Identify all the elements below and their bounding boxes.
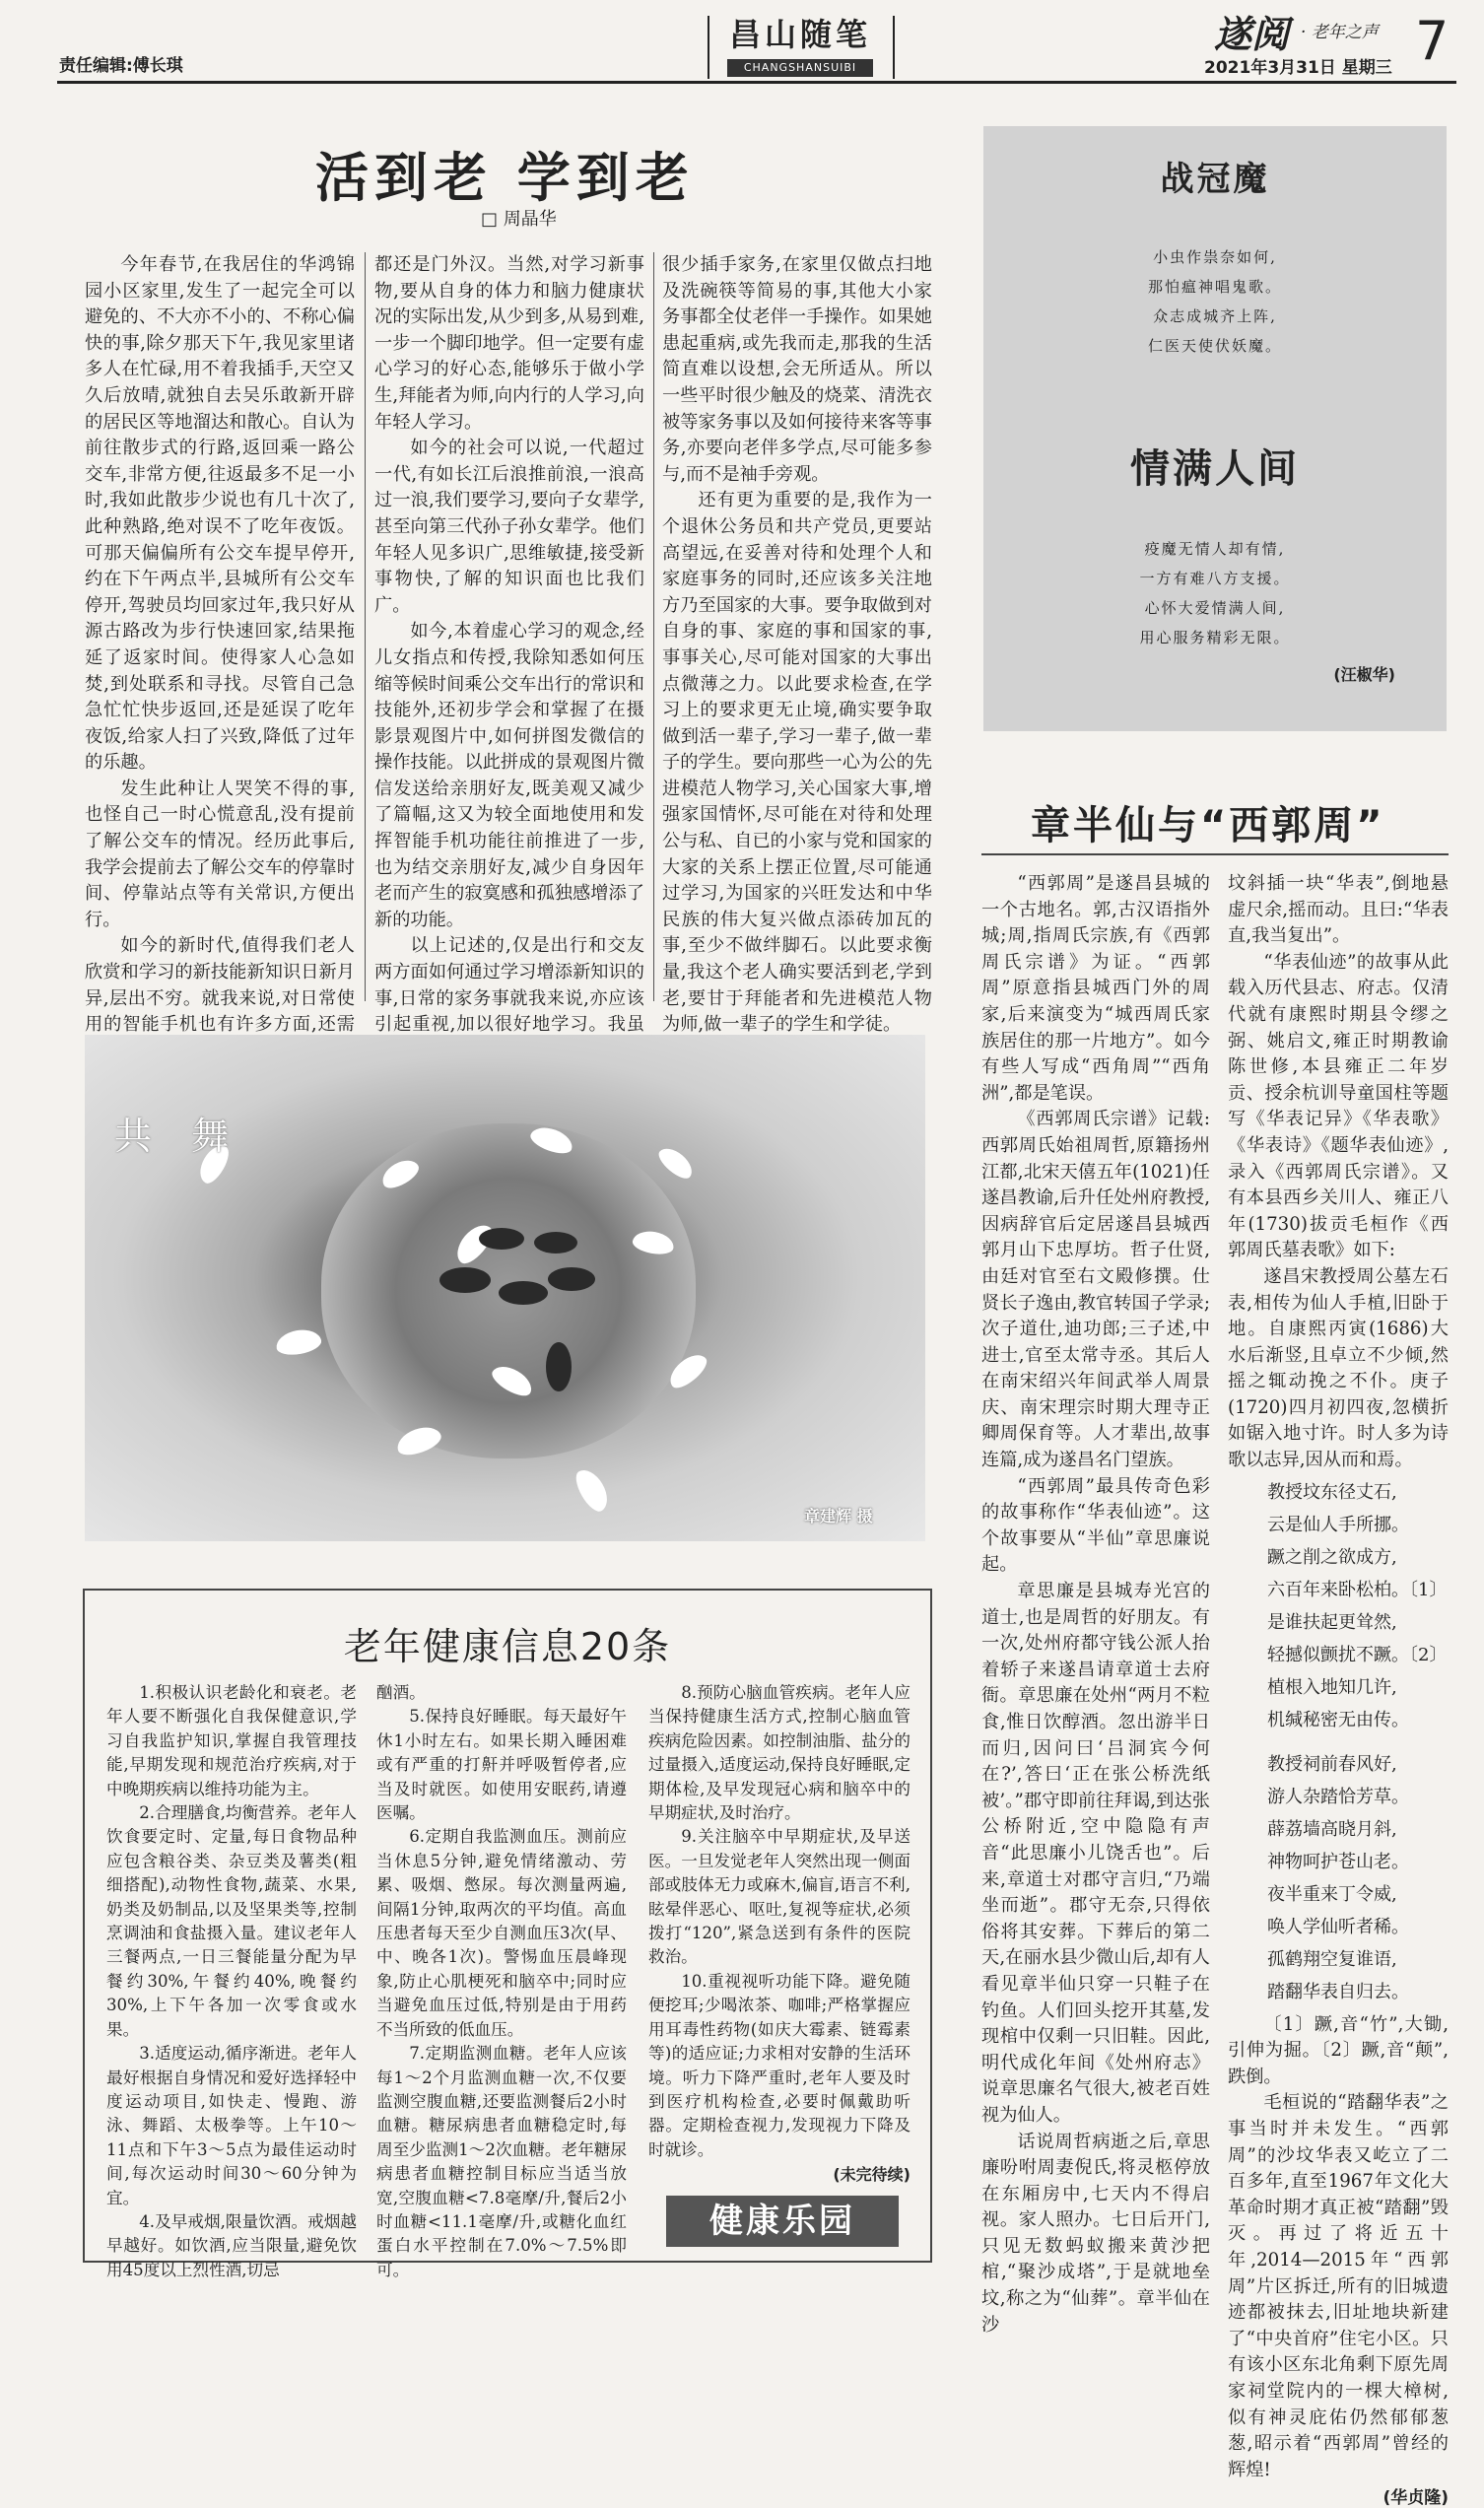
poem-line: 众志成城齐上阵, [1153,307,1277,325]
poem2-title: 情满人间 [1130,446,1300,492]
column-logo-text: 健康乐园 [709,2202,855,2241]
article1-column-1 [85,252,355,1091]
health-column-3 [648,1681,911,2185]
header-rule [57,81,1456,84]
egret-icon [274,1326,322,1358]
masthead-subtitle: · 老年之声 [1301,23,1379,42]
poem-line: 心怀大爱情满人间, [1144,599,1286,617]
article2-title-rule [981,853,1449,855]
verse-line: 蹶之削之欲成方, [1267,1546,1397,1568]
poem1-title: 战冠魔 [1160,160,1270,199]
section-heading [711,10,889,81]
paragraph: 遂昌宋教授周公墓左石表,相传为仙人手植,旧卧于地。自康熙丙寅(1686)大水后渐竖,且卓立不少倾,然摇之辄动挽之不仆。庚子(1720)四月初四夜,忽横折如锯入地寸许。时人多为诗歌以志异,因从而和焉。 [1228,1265,1449,1471]
footnotes: 〔1〕蹶,音“竹”,大锄,引伸为掘。〔2〕蹶,音“颠”,跌倒。 [1228,2013,1449,2087]
health-item: 5.保持良好睡眠。每天最好午休1小时左右。如果长期入睡困难或有严重的打鼾并呼吸暂停者,应当及时就医。如使用安眠药,请遵医嘱。 [376,1707,627,1823]
poem-line: 那怕瘟神唱鬼歌。 [1147,278,1282,296]
header-divider-left [708,16,709,79]
verse-line: 轻撼似颤扰不蹶。〔2〕 [1267,1644,1448,1665]
paragraph: 如今的新时代,值得我们老人欣赏和学习的新技能新知识日新月异,层出不穷。就我来说,对日常使用的智能手机也有许多方面,还需 [85,935,355,1036]
poem-line: 一方有难八方支援。 [1139,570,1291,587]
section-title: 昌山随笔 [728,16,871,53]
egret-icon [571,1464,614,1516]
photo-credit: 章建辉 摄 [804,1507,873,1525]
article2-column-1 [981,871,1210,2339]
paragraph: “西郭周”是遂昌县城的一个古地名。郭,古汉语指外城;周,指周氏宗族,有《西郭周氏宗谱》为证。“西郭周”原意指县城西门外的周家,后来演变为“城西周氏家族居住的那一片地方”。如今有些人写成“西角周”“西角洲”,都是笔误。 [981,873,1210,1104]
paragraph: 还有更为重要的是,我作为一个退休公务员和共产党员,更要站高望远,在妥善对待和处理个人和家庭事务的同时,还应该多关注地方乃至国家的大事。要争取做到对自身的事、家庭的事和国家的事,事事关心,尽可能对国家的大事出点微薄之力。以此要求检查,在学习上的要求更无止境,确实要争取做到活一辈子,学习一辈子,做一辈子的学生。要向那些一心为公的先进模范人物学习,关心国家大事,增强家国情怀,尽可能在对待和处理公与私、自已的小家与党和国家的大家的关系上摆正位置,尽可能通过学习,为国家的兴旺发达和中华民族的伟大复兴做点添砖加瓦的事,至少不做绊脚石。以此要求衡量,我这个老人确实要活到老,学到老,要甘于拜能者和先进模范人物为师,做一辈子的学生和学徒。 [662,490,932,1036]
verse-line: 夜半重来丁令威, [1267,1883,1397,1905]
article2-title: 章半仙与“西郭周” [1031,803,1385,848]
paragraph: 章思廉是县城寿光宫的道士,也是周哲的好朋友。有一次,处州府都守钱公派人抬着轿子来遂昌请章道士去府衙。章思廉在处州“两月不粒食,惟日饮醇酒。忽出游半日而归,因问曰‘吕洞宾今何在?’,答曰‘正在张公桥洗纸被’。”郡守即前往拜谒,到达张公桥附近,空中隐隐有声音“此思廉小儿饶舌也”。后来,章道士对郡守言归,“乃端坐而逝”。郡守无奈,只得依俗将其安葬。下葬后的第二天,在丽水县少微山后,却有人看见章半仙只穿一只鞋子在钓鱼。人们回头挖开其墓,发现棺中仅剩一只旧鞋。因此,明代成化年间《处州府志》说章思廉名气很大,被老百姓视为仙人。 [981,1581,1210,2126]
page-number: 7 [1415,10,1450,72]
paragraph: 都还是门外汉。当然,对学习新事物,要从自身的体力和脑力健康状况的实际出发,从少到多,从易到难,一步一个脚印地学。但一定要有虚心学习的好心态,能够乐于做小学生,拜能者为师,向内行的人学习,向年轻人学习。 [374,254,644,433]
health-item: 6.定期自我监测血压。测前应当休息5分钟,避免情绪激动、劳累、吸烟、憋尿。每次测量两遍,间隔1分钟,取两次的平均值。高血压患者每天至少自测血压3次(早、中、晚各1次)。警惕血压晨峰现象,防止心肌梗死和脑卒中;同时应当避免血压过低,特别是由于用药不当所致的低血压。 [376,1827,627,2039]
poem2-lines [983,534,1447,652]
duck-icon [534,1232,577,1254]
duck-icon [479,1228,524,1250]
health-item: 酗酒。 [376,1683,426,1702]
poem-line: 仁医天使伏妖魔。 [1147,337,1282,355]
health-item: 8.预防心脑血管疾病。老年人应当保持健康生活方式,控制心脑血管疾病危险因素。如控制油脂、盐分的过量摄入,适度运动,保持良好睡眠,定期体检,及早发现冠心病和脑卒中的早期症状,及时治疗。 [648,1683,911,1823]
paragraph: 话说周哲病逝之后,章思廉吩咐周妻倪氏,将灵柩停放在东厢房中,七天内不得启视。家人照办。七日后开门,只见无数蚂蚁搬来黄沙把棺,“聚沙成塔”,于是就地垒坟,称之为“仙葬”。章半仙在沙 [981,2131,1210,2336]
masthead-logo: 遂阅 [1214,12,1290,56]
continued-note: (未完待续) [833,2165,911,2185]
verse-line: 云是仙人手所挪。 [1267,1514,1409,1535]
verse-line: 游人杂踏恰芳草。 [1267,1786,1409,1807]
paragraph: 毛桓说的“踏翻华表”之事当时并未发生。“西郭周”的沙坟华表又屹立了二百多年,直至1967年文化大革命时期才真正被“踏翻”毁灭。再过了将近五十年,2014—2015年“西郭周”片区拆迁,所有的旧城遗迹都被抹去,旧址地块新建了“中央首府”住宅小区。只有该小区东北角剩下原先周家祠堂院内的一棵大樟树,似有神灵庇佑仍然郁郁葱葱,昭示着“西郭周”曾经的辉煌! [1228,2092,1449,2480]
paragraph: 《西郭周氏宗谱》记载:西郭周氏始祖周哲,原籍扬州江都,北宋天僖五年(1021)任遂昌教谕,后升任处州府教授,因病辞官后定居遂昌县城西郭月山下忠厚坊。哲子仕贤,由廷对官至右文殿修撰。仕贤长子逸由,教官转国子学录;次子道仕,迪功郎;三子述,中进士,官至太常寺丞。其后人在南宋绍兴年间武举人周景庆、南宋理宗时期大理寺正卿周保育等。人才辈出,故事连篇,成为遂昌名门望族。 [981,1109,1210,1471]
verse-line: 踏翻华表自归去。 [1267,1981,1409,2002]
health-item: 7.定期监测血糖。老年人应该每1～2个月监测血糖一次,不仅要监测空腹血糖,还要监测餐后2小时血糖。糖尿病患者血糖稳定时,每周至少监测1～2次血糖。老年糖尿病患者血糖控制目标应当适当放宽,空腹血糖<7.8毫摩/升,餐后2小时血糖<11.1毫摩/升,或糖化血红蛋白水平控制在7.0%～7.5%即可。 [376,2044,627,2279]
verse-line: 植根入地知几许, [1267,1676,1397,1698]
health-item: 10.重视视听功能下降。避免随便挖耳;少喝浓茶、咖啡;严格掌握应用耳毒性药物(如庆大霉素、链霉素等)的适应证;力求相对安静的生活环境。听力下降严重时,老年人要及时到医疗机构检查,必要时佩戴助听器。定期检查视力,发现视力下降及时就诊。 [648,1971,911,2159]
paragraph: “华表仙迹”的故事从此载入历代县志、府志。仅清代就有康熙时期县令缪之弼、姚启文,雍正时期教谕陈世修,本县雍正二年岁贡、授余杭训导童国柱等题写《华表记异》《华表歌》《华表诗》《题华表仙迹》,录入《西郭周氏宗谱》。又有本县西乡关川人、雍正八年(1730)拔贡毛桓作《西郭周氏墓表歌》如下: [1228,951,1449,1261]
section-pinyin: CHANGSHANSUIBI [727,59,873,77]
article1-byline: □ 周晶华 [481,209,557,230]
duck-icon [439,1267,491,1293]
paragraph: 以上记述的,仅是出行和交友两方面如何通过学习增添新知识的事,日常的家务事就我来说,亦应该引起重视,加以很好地学习。我虽 [374,935,644,1036]
poem-line: 小虫作祟奈如何, [1153,248,1277,266]
health-info-box [83,1589,932,2279]
egret-icon [654,1142,697,1183]
verse-line: 孤鹤翔空复谁语, [1267,1948,1397,1970]
health-item: 3.适度运动,循序渐进。老年人最好根据自身情况和爱好选择轻中度运动项目,如快走、慢跑、游泳、舞蹈、太极拳等。上午10～11点和下午3～5点为最佳运动时间,每次运动时间30～60分钟为宜。 [106,2044,357,2207]
column-rule [365,252,366,1001]
verse-line: 神物呵护苍山老。 [1267,1851,1409,1872]
column-logo-box [666,2196,899,2247]
health-item: 9.关注脑卒中早期症状,及早送医。一旦发觉老年人突然出现一侧面部或肢体无力或麻木,偏盲,语言不利,眩晕伴恶心、呕吐,复视等症状,必须拨打“120”,紧急送到有条件的医院救治。 [648,1827,911,1967]
duck-icon [499,1281,548,1305]
article1-column-2 [374,252,644,1091]
health-item: 1.积极认识老龄化和衰老。老年人要不断强化自我保健意识,学习自我监护知识,掌握自我管理技能,早期发现和规范治疗疾病,对于中晚期疾病以维持功能为主。 [106,1683,357,1798]
paragraph: 如今的社会可以说,一代超过一代,有如长江后浪推前浪,一浪高过一浪,我们要学习,要向子女辈学,甚至向第三代孙子孙女辈学。他们年轻人见多识广,思维敏捷,接受新事物快,了解的知识面也比我们广。 [374,438,644,616]
paragraph: 发生此种让人哭笑不得的事,也怪自己一时心慌意乱,没有提前了解公交车的情况。经历此事后,我学会提前去了解公交车的停靠时间、停靠站点等有关常识,方便出行。 [85,778,355,930]
paragraph: 坟斜插一块“华表”,倒地悬虚尺余,摇而动。且曰:“华表直,我当复出”。 [1228,873,1449,947]
column-rule [653,252,654,1001]
paragraph: 今年春节,在我居住的华鸿锦园小区家里,发生了一起完全可以避免的、不大亦不小的、不称心偏快的事,除夕那天下午,我见家里诸多人在忙碌,用不着我插手,天空又久后放晴,就独自去吴乐敢新开辟的居民区等地溜达和散心。自认为前往散步式的行路,返回乘一路公交车,非常方便,往返最多不足一小时,我如此散步少说也有几十次了,此种熟路,绝对误不了吃年夜饭。可那天偏偏所有公交车提早停开,约在下午两点半,县城所有公交车停开,驾驶员均回家过年,我只好从源古路改为步行快速回家,结果拖延了返家时间。使得家人心急如焚,到处联系和寻找。尽管自己急急忙忙快步返回,还是延误了吃年夜饭,给家人扫了兴致,降低了过年的乐趣。 [85,254,355,774]
verse-line: 唤人学仙听者稀。 [1267,1916,1409,1937]
article1-column-3 [662,252,932,1039]
poem-author: (汪椒华) [1333,665,1395,684]
header-divider-right [893,16,895,79]
verse-line: 薜荔墙高晓月斜, [1267,1818,1397,1840]
article1-title: 活到老 学到老 [315,147,695,209]
duck-icon [548,1267,595,1291]
photo-title: 共 舞 [114,1115,243,1158]
poem-line: 疫魔无情人却有情, [1144,540,1286,558]
health-item: 4.及早戒烟,限量饮酒。戒烟越早越好。如饮酒,应当限量,避免饮用45度以上烈性酒,切忌 [106,2211,357,2279]
verse-line: 教授坟东径丈石, [1267,1481,1397,1503]
verse-block-1 [1228,1476,1449,1736]
verse-line: 教授祠前春风好, [1267,1753,1397,1775]
paragraph: “西郭周”最具传奇色彩的故事称作“华表仙迹”。这个故事要从“半仙”章思廉说起。 [981,1475,1210,1576]
health-title: 老年健康信息20条 [343,1625,672,1668]
health-column-1 [106,1681,357,2282]
poem1-lines [983,242,1447,361]
health-item: 2.合理膳食,均衡营养。老年人饮食要定时、定量,每日食物品种应包含粮谷类、杂豆类及薯类(粗细搭配),动物性食物,蔬菜、水果,奶类及奶制品,以及坚果类等,控制烹调油和食盐摄入量。建议老年人三餐两点,一日三餐能量分配为早餐约30%,午餐约40%,晚餐约30%,上下午各加一次零食或水果。 [106,1803,357,2039]
poem-box [983,126,1447,731]
photo-dancing-birds [85,1035,925,1541]
poem-line: 用心服务精彩无限。 [1139,629,1291,646]
editor-credit: 责任编辑:傅长琪 [59,56,183,76]
duck-icon [546,1342,572,1391]
article2-author: (华贞隆) [1383,2488,1449,2508]
health-column-2 [376,1681,627,2282]
issue-date: 2021年3月31日 星期三 [1204,58,1392,78]
verse-block-2 [1228,1748,1449,2008]
paragraph: 很少插手家务,在家里仅做点扫地及洗碗筷等简易的事,其他大小家务事都全仗老伴一手操作。如果她患起重病,或先我而走,那我的生活简直难以设想,会无所适从。所以一些平时很少触及的烧菜、清洗衣被等家务事以及如何接待来客等事务,亦要向老伴多学点,尽可能多参与,而不是袖手旁观。 [662,254,932,485]
paragraph: 如今,本着虚心学习的观念,经儿女指点和传授,我除知悉如何压缩等候时间乘公交车出行的常识和技能外,还初步学会和掌握了在摄影景观图片中,如何拼图发微信的操作技能。以此拼成的景观图片微信发送给亲朋好友,既美观又减少了篇幅,这又为较全面地使用和发挥智能手机功能往前推进了一步,也为结交亲朋好友,减少自身因年老而产生的寂寞感和孤独感增添了新的功能。 [374,621,644,930]
verse-line: 机缄秘密无由传。 [1267,1709,1409,1730]
article2-column-2 [1228,871,1449,2508]
verse-line: 六百年来卧松柏。〔1〕 [1267,1579,1448,1600]
verse-line: 是谁扶起更耸然, [1267,1611,1397,1633]
